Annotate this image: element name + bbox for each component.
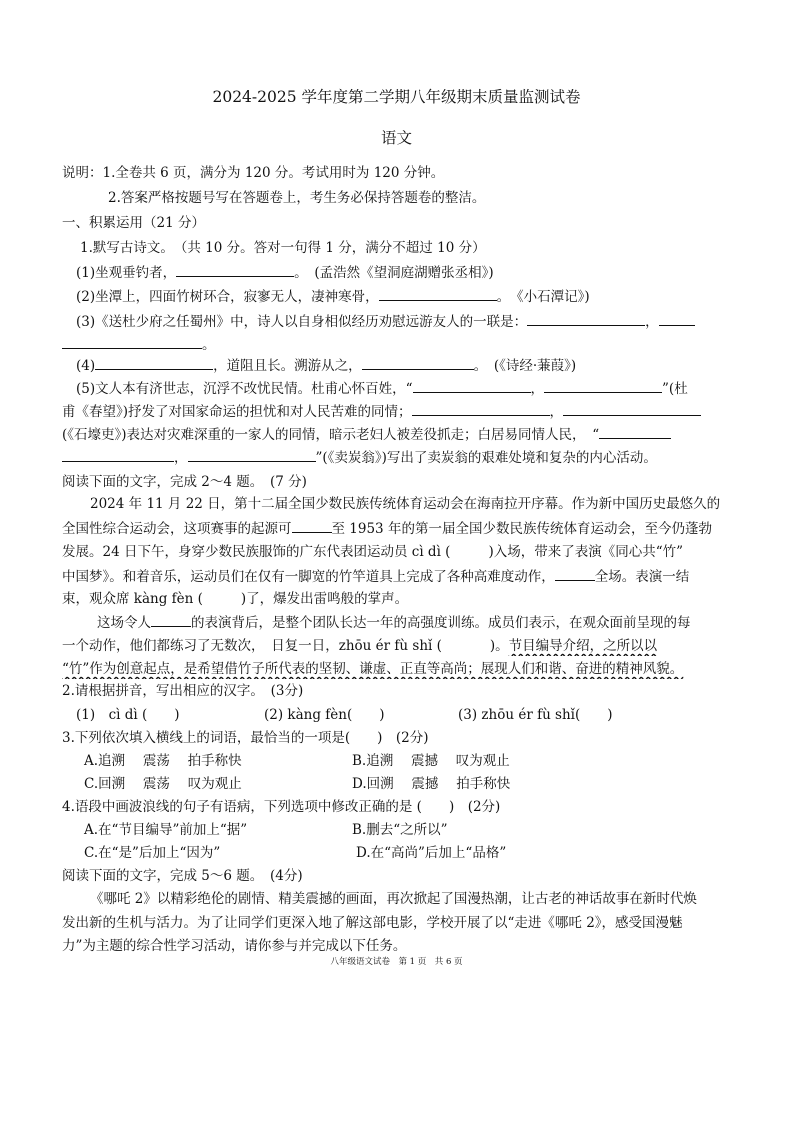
q3-stem: 3.下列依次填入横线上的词语，最恰当的一项是( ) (2分) <box>62 730 429 746</box>
reading2-intro: 阅读下面的文字，完成 5～6 题。 (4分) <box>62 868 303 884</box>
answer-blank[interactable] <box>412 401 550 416</box>
q1-part2 <box>76 286 746 307</box>
q1-part5-l1 <box>76 378 746 399</box>
q1-part5-text2: 甫《春望》)抒发了对国家命运的担忧和对人民苦难的同情； <box>62 404 412 420</box>
q1-part3 <box>76 311 746 332</box>
text: 发展。24 日下午，身穿少数民族服饰的广东代表团运动员 cì dì ( <box>62 544 451 560</box>
exam-title: 2024-2025 学年度第二学期八年级期末质量监测试卷 <box>212 88 581 106</box>
q1-part4-source: 。 (《诗经·蒹葭》) <box>473 358 577 374</box>
q3-option-a[interactable]: A.追溯 震荡 拍手称快 <box>84 753 242 769</box>
q1-part5-l3 <box>62 424 732 445</box>
q1-part4-text: ，道阻且长。溯游从之， <box>213 358 362 374</box>
text: )入场，带来了表演《同心共“竹” <box>488 544 684 560</box>
q4-option-c[interactable]: C.在“是”后加上“因为” <box>84 845 221 861</box>
text: )了，爆发出雷鸣般的掌声。 <box>240 591 409 607</box>
reading1-line5 <box>62 589 732 609</box>
answer-blank[interactable] <box>563 401 701 416</box>
q1-part2-source: 。 《小石潭记》) <box>496 289 590 305</box>
reading1-line8 <box>62 659 732 679</box>
note-1: 说明：1.全卷共 6 页，满分为 120 分。考试用时为 120 分钟。 <box>62 165 445 181</box>
q2-item-2: (2) kàng fèn( ) <box>264 707 385 723</box>
q4-option-d[interactable]: D.在“高尚”后加上“品格” <box>356 845 507 861</box>
q1-part5-l2 <box>62 401 732 422</box>
q4-stem: 4.语段中画波浪线的句子有语病，下列选项中修改正确的是 ( ) (2分) <box>62 799 501 815</box>
reading1-line7 <box>62 636 732 656</box>
q1-part3-cont <box>62 334 732 355</box>
answer-blank[interactable] <box>176 262 294 277</box>
q1-part1-source: 。 (孟浩然《望洞庭湖赠张丞相》) <box>294 265 494 281</box>
answer-blank[interactable] <box>292 518 332 533</box>
answer-blank[interactable] <box>95 355 213 370</box>
reading1-line2 <box>62 518 732 539</box>
text: 至 1953 年的第一届全国少数民族传统体育运动会，至今仍蓬勃 <box>331 521 712 537</box>
page-footer: 八年级语文试卷 第 1 页 共 6 页 <box>330 957 463 967</box>
reading2-line3: 力”为主题的综合性学习活动，请你参与并完成以下任务。 <box>62 938 407 954</box>
wavy-sentence: 节目编导介绍，之所以以 <box>508 638 658 654</box>
q1-part1-text: (1)坐观垂钓者， <box>76 265 177 281</box>
comma: ， <box>174 450 188 466</box>
answer-blank[interactable] <box>599 424 671 439</box>
q3-option-c[interactable]: C.回溯 震荡 叹为观止 <box>84 776 242 792</box>
q2-stem: 2.请根据拼音，写出相应的汉字。 (3分) <box>62 683 304 699</box>
reading1-line6 <box>97 612 767 633</box>
q1-stem: 1.默写古诗文。 （共 10 分。答对一句得 1 分，满分不超过 10 分） <box>80 240 486 256</box>
answer-blank[interactable] <box>188 447 316 462</box>
answer-blank[interactable] <box>362 355 474 370</box>
answer-blank[interactable] <box>413 378 531 393</box>
reading1-line4 <box>62 566 732 587</box>
answer-blank[interactable] <box>62 334 202 349</box>
reading1-line3 <box>62 542 732 562</box>
q1-part5-text4: ”(《卖炭翁》)写出了卖炭翁的艰难处境和复杂的内心活动。 <box>315 450 657 466</box>
text: 束，观众席 kàng fèn ( <box>62 591 203 607</box>
q1-part2-text: (2)坐潭上，四面竹树环合，寂寥无人，凄神寒骨， <box>76 289 379 305</box>
q4-option-b[interactable]: B.删去“之所以” <box>352 822 448 838</box>
text: 中国梦》。和着音乐，运动员们在仅有一脚宽的竹竿道具上完成了各种高难度动作， <box>62 569 555 585</box>
reading1-intro: 阅读下面的文字，完成 2～4 题。 (7 分) <box>62 474 307 490</box>
text: 全国性综合运动会，这项赛事的起源可 <box>62 521 292 537</box>
reading2-line2: 发出新的生机与活力。为了让同学们更深入地了解这部电影，学校开展了以“走进《哪吒 2》，感受国漫魅 <box>62 915 683 931</box>
answer-blank[interactable] <box>62 447 174 462</box>
section-heading: 一、积累运用（21 分） <box>62 215 205 231</box>
q1-part5-text3: (《石壕吏》)表达对灾难深重的一家人的同情，暗示老妇人被差役抓走；白居易同情人民， “ <box>62 427 600 443</box>
answer-blank[interactable] <box>527 311 645 326</box>
answer-blank[interactable] <box>151 612 191 627</box>
subject-title: 语文 <box>380 129 412 147</box>
comma: ， <box>645 314 659 330</box>
text: 全场。表演一结 <box>594 569 690 585</box>
text: 一个动作，他们都练习了无数次， 日复一日，zhōu ér fù shǐ ( <box>62 638 442 654</box>
reading1-line1: 2024 年 11 月 22 日，第十二届全国少数民族传统体育运动会在海南拉开序幕。作为新中国历史最悠久的 <box>90 496 721 512</box>
wavy-sentence: “竹”作为创意起点，是希望借竹子所代表的坚韧、谦虚、正直等高尚；展现人们和谐、奋进的精神风貌。 <box>62 661 684 677</box>
q2-item-3: (3) zhōu ér fù shǐ( ) <box>458 707 613 723</box>
comma: ， <box>530 381 545 397</box>
comma: ， <box>549 404 564 420</box>
answer-blank[interactable] <box>659 311 695 326</box>
text: 这场令人 <box>97 615 151 631</box>
q3-option-d[interactable]: D.回溯 震撼 拍手称快 <box>352 776 511 792</box>
note-2: 2.答案严格按题号写在答题卷上，考生务必保持答题卷的整洁。 <box>108 190 486 206</box>
text: )。 <box>489 638 509 654</box>
source-open: ”(杜 <box>662 381 688 397</box>
q1-part1 <box>76 262 746 283</box>
q3-option-b[interactable]: B.追溯 震撼 叹为观止 <box>352 753 510 769</box>
q4-option-a[interactable]: A.在“节目编导”前加上“据” <box>84 822 248 838</box>
reading2-line1: 《哪吒 2》以精彩绝伦的剧情、精美震撼的画面，再次掀起了国漫热潮，让古老的神话故事在新时代焕 <box>90 891 697 907</box>
q1-part4 <box>76 355 746 376</box>
answer-blank[interactable] <box>544 378 662 393</box>
period: 。 <box>202 337 216 353</box>
q1-part5-l4 <box>62 447 732 468</box>
q1-part4-label: (4) <box>76 358 96 374</box>
q2-item-1: (1) cì dì ( ) <box>76 707 180 723</box>
q1-part5-text: (5)文人本有济世志，沉浮不改忧民情。杜甫心怀百姓，“ <box>76 381 413 397</box>
answer-blank[interactable] <box>379 286 497 301</box>
answer-blank[interactable] <box>555 566 595 581</box>
text: 的表演背后，是整个团队长达一年的高强度训练。成员们表示，在观众面前呈现的每 <box>191 615 691 631</box>
q1-part3-text: (3)《送杜少府之任蜀州》中，诗人以自身相似经历劝慰远游友人的一联是： <box>76 314 528 330</box>
